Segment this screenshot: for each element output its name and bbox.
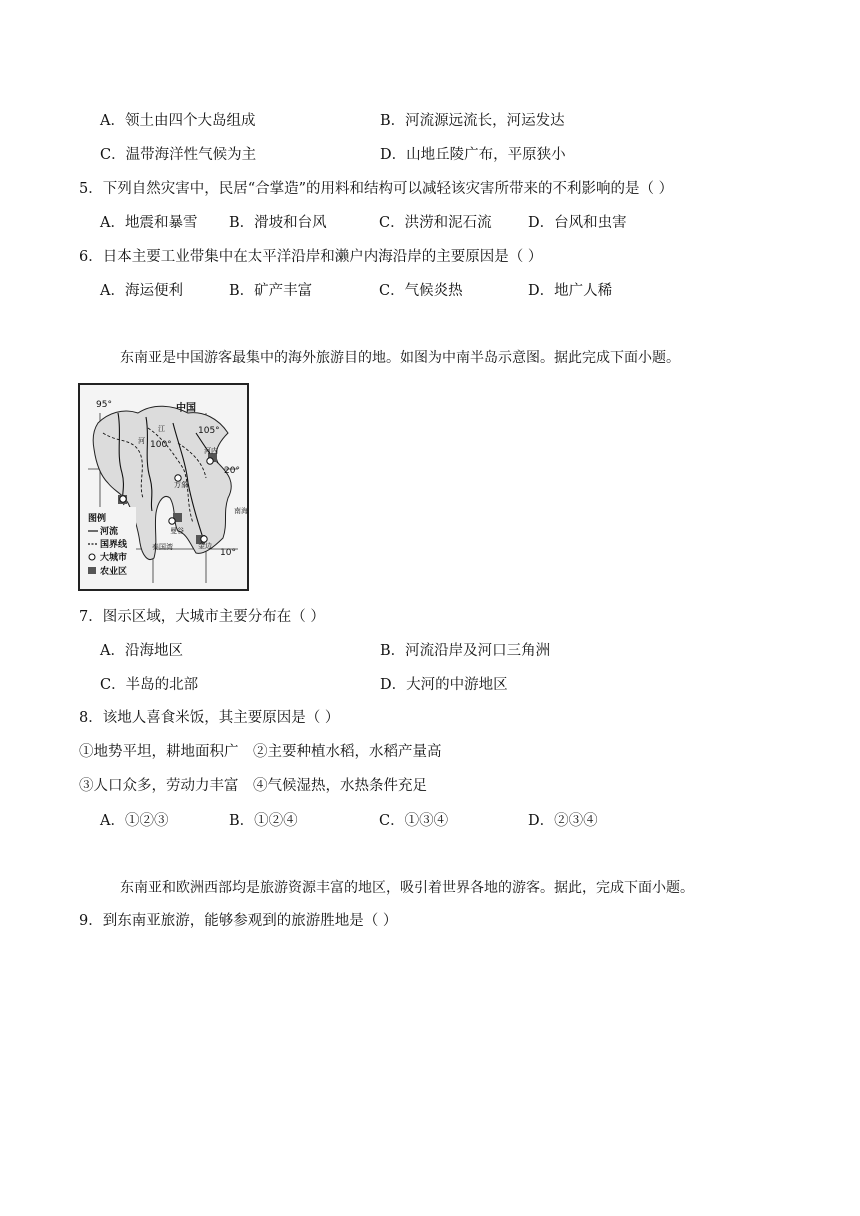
label-phnompenh: 金边 — [198, 542, 212, 550]
q7-stem: 7．图示区域，大城市主要分布在（ ） — [79, 609, 325, 625]
legend-title: 图例 — [88, 514, 107, 524]
q6-option-b: B．矿产丰富 — [229, 283, 313, 299]
label-river-a: 江 — [158, 425, 165, 433]
q6-option-d: D．地广人稀 — [528, 283, 613, 299]
passage-tourism: 东南亚和欧洲西部均是旅游资源丰富的地区，吸引着世界各地的游客。据此，完成下面小题。 — [120, 880, 694, 896]
q5-option-b: B．滑坡和台风 — [229, 215, 327, 231]
q9-stem: 9．到东南亚旅游，能够参观到的旅游胜地是（ ） — [79, 913, 398, 929]
q5-option-c: C．洪涝和泥石流 — [379, 215, 492, 231]
q7-option-d: D．大河的中游地区 — [380, 677, 508, 693]
label-china: 中国 — [176, 403, 196, 414]
label-river-b: 河 — [138, 437, 145, 445]
label-lon105: 105° — [198, 426, 220, 436]
label-lat10: 10° — [220, 548, 236, 558]
label-gulf: 泰国湾 — [152, 543, 173, 551]
label-bangkok: 曼谷 — [170, 527, 184, 535]
q6-stem: 6．日本主要工业带集中在太平洋沿岸和濑户内海沿岸的主要原因是（ ） — [79, 249, 543, 265]
q8-option-a: A．①②③ — [100, 813, 169, 829]
legend-agri: 农业区 — [100, 567, 128, 577]
legend-city: 大城市 — [100, 553, 128, 563]
q7-option-b: B．河流沿岸及河口三角洲 — [380, 643, 551, 659]
label-sea: 南海 — [234, 507, 248, 515]
q5-option-a: A．地震和暴雪 — [100, 215, 198, 231]
q6-option-a: A．海运便利 — [100, 283, 183, 299]
q8-stem: 8．该地人喜食米饭，其主要原因是（ ） — [79, 710, 340, 726]
q4-option-a: A．领土由四个大岛组成 — [100, 113, 256, 129]
label-vientiane: 万象 — [174, 481, 188, 489]
q5-option-d: D．台风和虫害 — [528, 215, 627, 231]
q5-stem: 5．下列自然灾害中，民居“合掌造”的用料和结构可以减轻该灾害所带来的不利影响的是（ ） — [79, 181, 674, 197]
q7-option-a: A．沿海地区 — [100, 643, 183, 659]
q4-option-b: B．河流源远流长，河运发达 — [380, 113, 565, 129]
q8-statement-2: ③人口众多，劳动力丰富 ④气候湿热，水热条件充足 — [79, 778, 427, 794]
q8-option-d: D．②③④ — [528, 813, 598, 829]
legend-border: 国界线 — [100, 540, 128, 550]
label-hanoi: 河内 — [204, 447, 218, 455]
q8-statement-1: ①地势平坦，耕地面积广 ②主要种植水稻，水稻产量高 — [79, 744, 442, 760]
q6-option-c: C．气候炎热 — [379, 283, 463, 299]
label-lat20: 20° — [224, 466, 240, 476]
legend-river: 河流 — [100, 527, 119, 537]
passage-southeast-asia: 东南亚是中国游客最集中的海外旅游目的地。如图为中南半岛示意图。据此完成下面小题。 — [120, 350, 680, 366]
q4-option-c: C．温带海洋性气候为主 — [100, 147, 257, 163]
label-lon100: 100° — [150, 440, 172, 450]
label-lon95: 95° — [96, 400, 112, 410]
q8-option-b: B．①②④ — [229, 813, 298, 829]
indochina-map — [78, 383, 249, 591]
q4-option-d: D．山地丘陵广布，平原狭小 — [380, 147, 566, 163]
q7-option-c: C．半岛的北部 — [100, 677, 199, 693]
map-legend — [84, 507, 136, 587]
q8-option-c: C．①③④ — [379, 813, 449, 829]
